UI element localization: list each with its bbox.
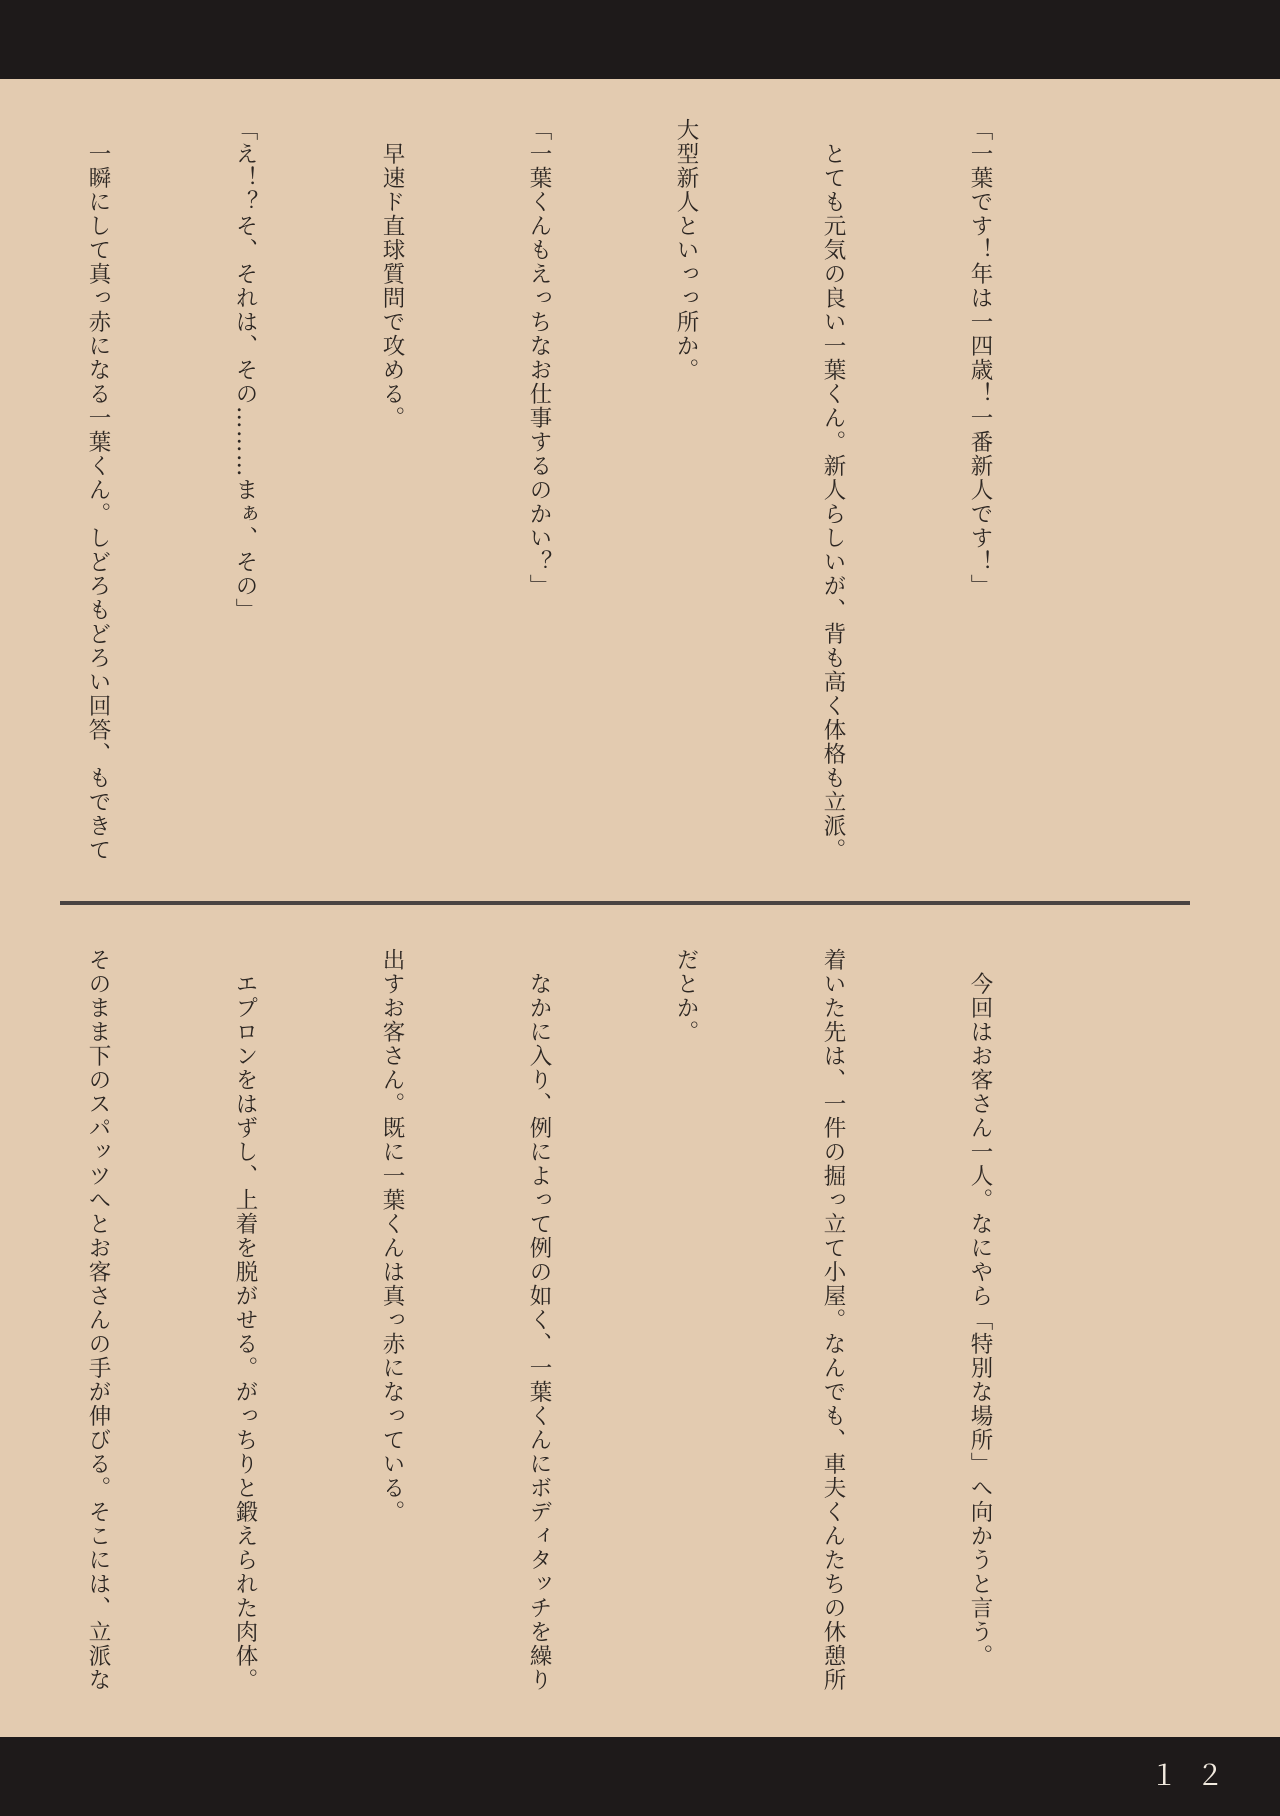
text-line: だとか。 [673, 948, 699, 1044]
text-line: 大型新人といっっ所か。 [673, 118, 699, 382]
text-line: 一瞬にして真っ赤になる一葉くん。しどろもどろい回答、もできて [85, 118, 111, 862]
text-line: 「え！？そ、それは、その………まぁ、その」 [232, 118, 258, 622]
text-line: 早速ド直球質問で攻める。 [379, 118, 405, 430]
text-line: 出すお客さん。既に一葉くんは真っ赤になっている。 [379, 948, 405, 1524]
text-line: なかに入り、例によって例の如く、一葉くんにボディタッチを繰り [526, 948, 552, 1692]
text-line: エプロンをはずし、上着を脱がせる。がっちりと鍛えられた肉体。 [232, 948, 258, 1692]
text-line: とても元気の良い一葉くん。新人らしいが、背も高く体格も立派。 [820, 118, 846, 862]
section-divider [60, 901, 1190, 905]
text-line: 着いた先は、一件の掘っ立て小屋。なんでも、車夫くんたちの休憩所 [820, 948, 846, 1692]
footer-bar [0, 1737, 1280, 1816]
text-line: そのまま下のスパッツへとお客さんの手が伸びる。そこには、立派な [85, 948, 111, 1692]
text-line: 今回はお客さん一人。なにやら「特別な場所」へ向かうと言う。 [967, 948, 993, 1668]
page-number: １２ [1149, 1759, 1242, 1792]
bottom-text-section [85, 948, 1102, 1692]
top-text-section [85, 118, 1102, 862]
text-line: 「一葉です！年は一四歳！一番新人です！」 [967, 118, 993, 598]
header-bar [0, 0, 1280, 79]
text-line: 「一葉くんもえっちなお仕事するのかい？」 [526, 118, 552, 598]
